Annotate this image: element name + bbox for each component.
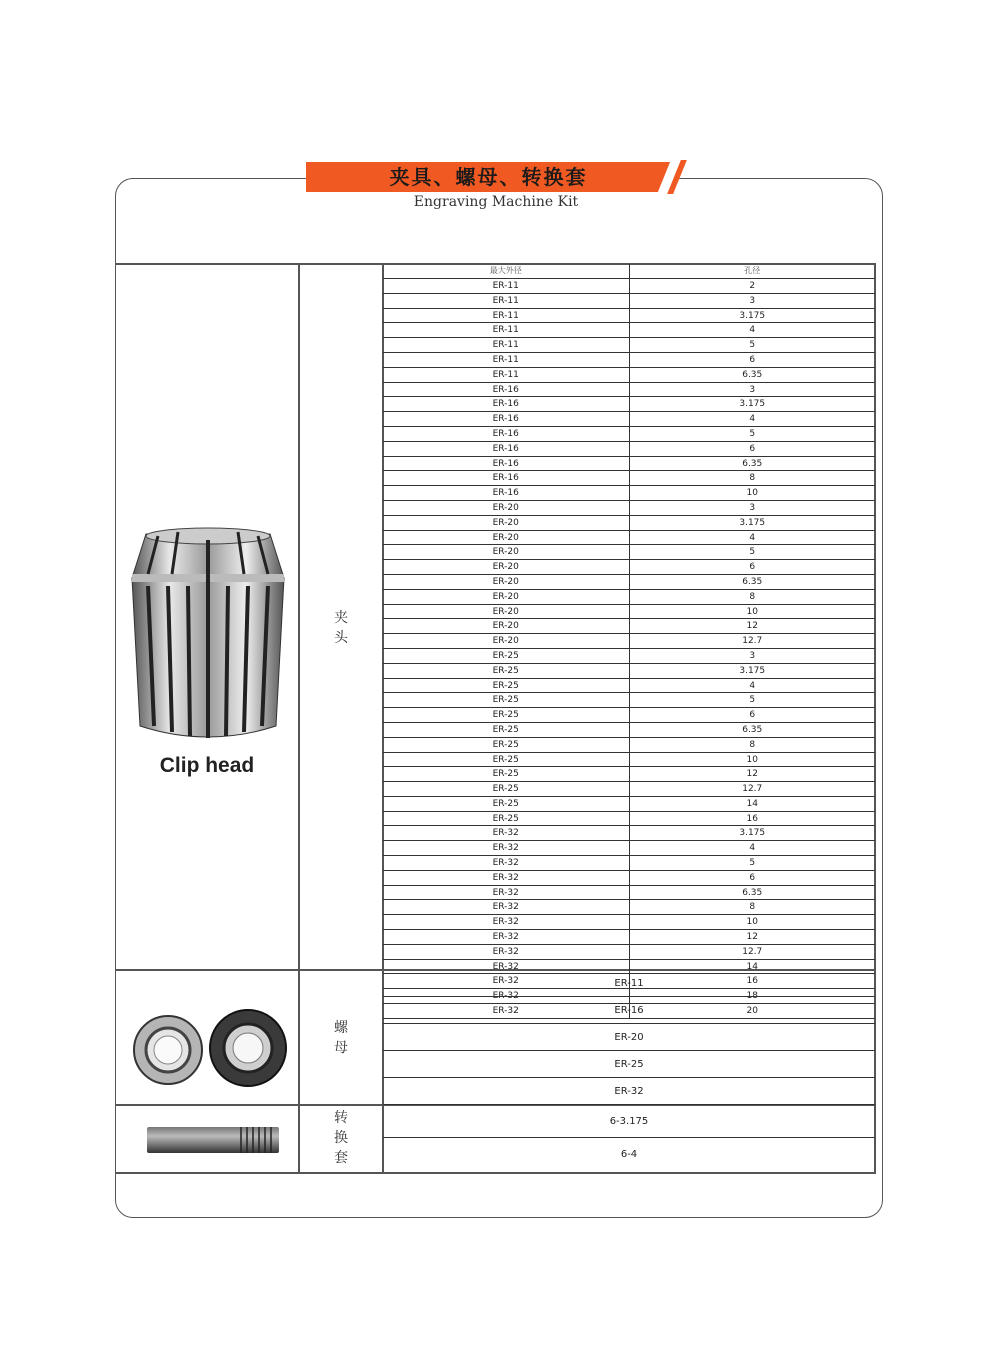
cell-bore: 6 [749, 354, 756, 365]
cell-model: ER-16 [383, 383, 630, 397]
cell-bore: 5 [749, 695, 756, 706]
table-row [383, 442, 875, 457]
nut-label-text [300, 1018, 382, 1058]
table-row [383, 664, 875, 679]
cell-bore: 5 [749, 428, 756, 439]
collet-label [300, 608, 382, 648]
table-row [383, 368, 875, 383]
cell-model: ER-16 [383, 442, 630, 456]
cell-model: ER-25 [383, 679, 630, 693]
cell-model: ER-25 [383, 664, 630, 678]
cell-model: ER-25 [383, 753, 630, 767]
table-row [383, 797, 875, 812]
cell-model: ER-32 [383, 900, 630, 914]
cell-model: ER-25 [383, 693, 630, 707]
cell-model: ER-11 [383, 323, 630, 337]
table-row [383, 900, 875, 915]
cell-model: ER-11 [383, 309, 630, 323]
cell-model: ER-11 [383, 353, 630, 367]
table-row [383, 486, 875, 501]
label-char: 转 [334, 1110, 348, 1126]
nut-row: ER-16 [383, 997, 875, 1024]
cell-model: ER-11 [383, 294, 630, 308]
cell-bore: 12.7 [742, 636, 763, 647]
title-banner: 夹具、螺母、转换套 [306, 162, 671, 192]
table-row [383, 590, 875, 605]
cell-model: ER-20 [383, 501, 630, 515]
cell-model: ER-32 [383, 915, 630, 929]
cell-model: ER-25 [383, 738, 630, 752]
table-row [383, 693, 875, 708]
cell-bore: 4 [749, 532, 756, 543]
table-row [383, 679, 875, 694]
table-row [383, 353, 875, 368]
cell-model: ER-16 [383, 427, 630, 441]
table-row [383, 634, 875, 649]
table-row [383, 619, 875, 634]
table-row [383, 723, 875, 738]
cell-bore: 12.7 [742, 784, 763, 795]
adapter-row: 6-4 [620, 1149, 638, 1160]
table-row [383, 945, 875, 960]
adapter-row: 6-3.175 [383, 1105, 875, 1138]
cell-bore: 4 [749, 414, 756, 425]
cell-model: ER-25 [383, 767, 630, 781]
cell-bore: 6.35 [742, 369, 763, 380]
table-row [383, 545, 875, 560]
table-row [383, 338, 875, 353]
cell-bore: 3.175 [739, 310, 766, 321]
cell-bore: 8 [749, 473, 756, 484]
cell-model: ER-16 [383, 397, 630, 411]
cell-model: ER-25 [383, 782, 630, 796]
cell-bore: 2 [749, 281, 756, 291]
adapter-image [145, 1123, 283, 1157]
cell-bore: 4 [749, 325, 756, 336]
label-char: 换 [334, 1130, 348, 1146]
collet-rows [383, 279, 875, 1019]
adapter-label [300, 1108, 382, 1168]
table-row [383, 501, 875, 516]
cell-bore: 18 [746, 991, 758, 1002]
cell-bore: 5 [749, 340, 756, 351]
collet-caption: Clip head [159, 754, 255, 777]
subtitle: Engraving Machine Kit [413, 194, 579, 210]
cell-bore: 8 [749, 591, 756, 602]
cell-bore: 10 [746, 754, 758, 765]
table-row [383, 471, 875, 486]
cell-model: ER-32 [383, 826, 630, 840]
cell-model: ER-32 [383, 945, 630, 959]
table-row [383, 708, 875, 723]
table-row [383, 812, 875, 827]
collet-label-text [300, 608, 382, 648]
cell-model: ER-16 [383, 457, 630, 471]
cell-bore: 12 [746, 769, 758, 780]
cell-model: ER-32 [383, 989, 630, 1003]
cell-model: ER-32 [383, 960, 630, 974]
cell-bore: 6 [749, 872, 756, 883]
collet-image [126, 526, 290, 748]
table-bottom-line [116, 1172, 876, 1174]
cell-bore: 10 [746, 488, 758, 499]
table-row [383, 605, 875, 620]
nut-row: ER-32 [383, 1078, 875, 1105]
cell-bore: 12 [746, 932, 758, 943]
cell-model: ER-20 [383, 545, 630, 559]
table-row [383, 412, 875, 427]
table-row [383, 767, 875, 782]
cell-model: ER-25 [383, 797, 630, 811]
cell-model: ER-11 [383, 338, 630, 352]
table-row [383, 279, 875, 294]
col-header-outer-diameter: 最大外径 [383, 264, 630, 278]
cell-model: ER-16 [383, 471, 630, 485]
cell-model: ER-32 [383, 930, 630, 944]
table-row [383, 516, 875, 531]
cell-model: ER-20 [383, 531, 630, 545]
table-row [383, 841, 875, 856]
cell-model: ER-16 [383, 412, 630, 426]
cell-bore: 3.175 [739, 517, 766, 528]
cell-bore: 4 [749, 843, 756, 854]
table-row [383, 560, 875, 575]
cell-model: ER-20 [383, 634, 630, 648]
table-row [383, 753, 875, 768]
cell-bore: 20 [746, 1006, 758, 1017]
cell-model: ER-32 [383, 974, 630, 988]
cell-bore: 3 [749, 384, 756, 395]
cell-model: ER-32 [383, 856, 630, 870]
cell-bore: 10 [746, 917, 758, 928]
table-row [383, 930, 875, 945]
table-row [383, 782, 875, 797]
label-char: 螺 [334, 1020, 348, 1036]
collet-table [383, 264, 875, 1019]
cell-model: ER-20 [383, 560, 630, 574]
table-row [383, 309, 875, 324]
cell-bore: 6 [749, 710, 756, 721]
adapter-table [383, 1105, 875, 1171]
cell-model: ER-32 [383, 841, 630, 855]
cell-bore: 6.35 [742, 458, 763, 469]
nut-label [300, 1018, 382, 1058]
cell-bore: 14 [746, 961, 758, 972]
nut-table [383, 970, 875, 1105]
label-char: 头 [334, 630, 348, 646]
table-row [383, 323, 875, 338]
label-char: 套 [334, 1150, 348, 1166]
cell-bore: 3.175 [739, 665, 766, 676]
nut-row: ER-20 [383, 1024, 875, 1051]
nut-row: ER-25 [383, 1051, 875, 1078]
label-char: 母 [334, 1040, 348, 1056]
cell-bore: 3 [749, 295, 756, 306]
table-row [383, 856, 875, 871]
table-row [383, 871, 875, 886]
table-header [383, 264, 875, 279]
adapter-label-text [300, 1108, 382, 1168]
cell-model: ER-32 [383, 1004, 630, 1018]
cell-bore: 12.7 [742, 946, 763, 957]
cell-bore: 3 [749, 502, 756, 513]
cell-bore: 5 [749, 858, 756, 869]
table-row [383, 575, 875, 590]
nut-image [130, 1004, 290, 1094]
cell-model: ER-20 [383, 516, 630, 530]
cell-bore: 4 [749, 680, 756, 691]
cell-model: ER-20 [383, 605, 630, 619]
cell-bore: 14 [746, 798, 758, 809]
table-row [383, 427, 875, 442]
cell-model: ER-32 [383, 886, 630, 900]
table-row [383, 649, 875, 664]
cell-bore: 3 [749, 650, 756, 661]
cell-bore: 16 [746, 813, 758, 824]
cell-bore: 6.35 [742, 724, 763, 735]
table-row [383, 383, 875, 398]
label-char: 夹 [334, 610, 348, 626]
cell-bore: 3.175 [739, 828, 766, 839]
table-row [383, 886, 875, 901]
cell-bore: 10 [746, 606, 758, 617]
table-row [383, 397, 875, 412]
cell-model: ER-25 [383, 812, 630, 826]
cell-bore: 3.175 [739, 399, 766, 410]
cell-bore: 5 [749, 547, 756, 558]
cell-bore: 8 [749, 739, 756, 750]
cell-bore: 6.35 [742, 887, 763, 898]
table-row [383, 826, 875, 841]
table-row [383, 915, 875, 930]
nut-row: ER-11 [383, 970, 875, 997]
cell-bore: 12 [746, 621, 758, 632]
cell-model: ER-25 [383, 708, 630, 722]
cell-bore: 6.35 [742, 576, 763, 587]
table-row [383, 738, 875, 753]
cell-model: ER-20 [383, 590, 630, 604]
cell-model: ER-11 [383, 368, 630, 382]
cell-model: ER-16 [383, 486, 630, 500]
cell-model: ER-25 [383, 723, 630, 737]
cell-bore: 16 [746, 976, 758, 987]
cell-model: ER-11 [383, 279, 630, 293]
cell-bore: 6 [749, 443, 756, 454]
cell-model: ER-20 [383, 619, 630, 633]
cell-bore: 8 [749, 902, 756, 913]
col-header-bore: 孔径 [744, 266, 761, 275]
cell-model: ER-32 [383, 871, 630, 885]
table-row [383, 531, 875, 546]
cell-model: ER-20 [383, 575, 630, 589]
cell-bore: 6 [749, 562, 756, 573]
table-row [383, 294, 875, 309]
table-row [383, 457, 875, 472]
cell-model: ER-25 [383, 649, 630, 663]
